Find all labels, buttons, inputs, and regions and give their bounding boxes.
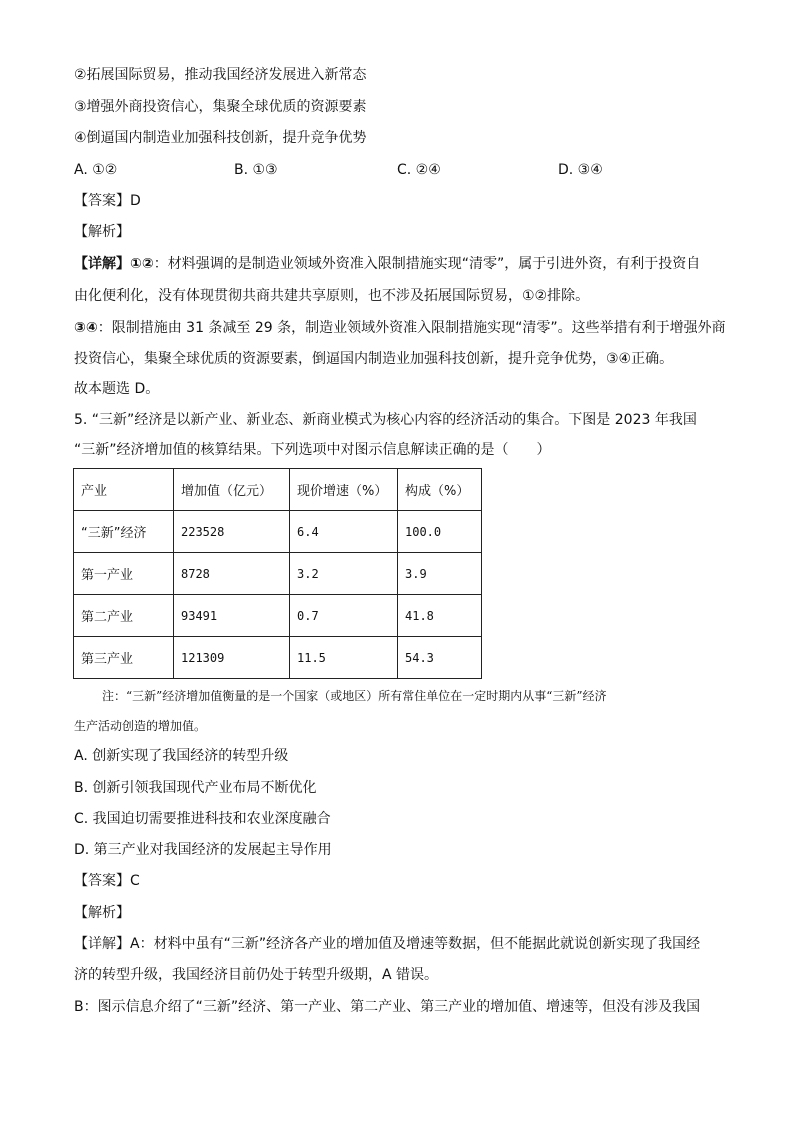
table-cell: 第一产业 bbox=[74, 553, 174, 595]
table-cell: 121309 bbox=[174, 637, 290, 679]
table-cell: 6.4 bbox=[290, 511, 398, 553]
table-header-cell: 构成（%） bbox=[398, 469, 482, 511]
table-cell: 0.7 bbox=[290, 595, 398, 637]
table-row bbox=[74, 595, 482, 637]
prev-detail-head-2: ③④ bbox=[74, 320, 98, 336]
prev-detail-text-2a: ：限制措施由 31 条减至 29 条，制造业领域外资准入限制措施实现“清零”。这些举措有利于增强外商 bbox=[97, 320, 726, 336]
q5-choice-d: D. 第三产业对我国经济的发展起主导作用 bbox=[74, 842, 332, 858]
table-note-line-2: 生产活动创造的增加值。 bbox=[74, 719, 207, 733]
table-row bbox=[74, 553, 482, 595]
q5-stem-line-1: 5. “三新”经济是以新产业、新业态、新商业模式为核心内容的经济活动的集合。下图是 2023 年我国 bbox=[74, 412, 697, 428]
table-cell: 100.0 bbox=[398, 511, 482, 553]
prev-detail-line-4: 投资信心，集聚全球优质的资源要素，倒逼国内制造业加强科技创新，提升竞争优势，③④正确。 bbox=[74, 351, 674, 367]
q5-answer: 【答案】C bbox=[74, 873, 140, 889]
prev-detail-line-3 bbox=[74, 318, 726, 338]
statement-3: ③增强外商投资信心，集聚全球优质的资源要素 bbox=[74, 99, 367, 115]
prev-detail-line-2: 由化便利化，没有体现贯彻共商共建共享原则，也不涉及拓展国际贸易，①②排除。 bbox=[74, 288, 590, 304]
table-row bbox=[74, 637, 482, 679]
statement-4: ④倒逼国内制造业加强科技创新，提升竞争优势 bbox=[74, 130, 367, 146]
q5-detail-line-2: 济的转型升级，我国经济目前仍处于转型升级期，A 错误。 bbox=[74, 967, 439, 983]
table-cell: 223528 bbox=[174, 511, 290, 553]
prev-detail-head: 【详解】①② bbox=[74, 256, 154, 272]
option-a: A. ①② bbox=[74, 162, 118, 178]
prev-options-row bbox=[74, 160, 714, 180]
table-cell: “三新”经济 bbox=[74, 511, 174, 553]
q5-choice-c: C. 我国迫切需要推进科技和农业深度融合 bbox=[74, 811, 331, 827]
table-cell: 3.9 bbox=[398, 553, 482, 595]
table-cell: 11.5 bbox=[290, 637, 398, 679]
table-header-row bbox=[74, 469, 482, 511]
option-d: D. ③④ bbox=[558, 162, 603, 178]
statement-2: ②拓展国际贸易，推动我国经济发展进入新常态 bbox=[74, 67, 367, 83]
q5-detail-line-3: B：图示信息介绍了“三新”经济、第一产业、第二产业、第三产业的增加值、增速等，但没有涉及我国 bbox=[74, 999, 701, 1015]
table-cell: 41.8 bbox=[398, 595, 482, 637]
table-cell: 8728 bbox=[174, 553, 290, 595]
table-cell: 第三产业 bbox=[74, 637, 174, 679]
table-cell: 第二产业 bbox=[74, 595, 174, 637]
q5-choice-a: A. 创新实现了我国经济的转型升级 bbox=[74, 748, 289, 764]
q5-analysis-label: 【解析】 bbox=[74, 905, 130, 921]
q5-detail-line-1: 【详解】A：材料中虽有“三新”经济各产业的增加值及增速等数据，但不能据此就说创新实现了我国经 bbox=[74, 936, 701, 952]
prev-detail-text-1a: ：材料强调的是制造业领域外资准入限制措施实现“清零”，属于引进外资，有利于投资自 bbox=[153, 256, 701, 272]
data-table bbox=[73, 468, 482, 679]
q5-choice-b: B. 创新引领我国现代产业布局不断优化 bbox=[74, 780, 317, 796]
prev-conclusion: 故本题选 D。 bbox=[74, 381, 160, 397]
table-cell: 93491 bbox=[174, 595, 290, 637]
table-cell: 3.2 bbox=[290, 553, 398, 595]
prev-detail-line-1 bbox=[74, 254, 700, 274]
prev-analysis-label: 【解析】 bbox=[74, 224, 130, 240]
table-cell: 54.3 bbox=[398, 637, 482, 679]
table-row bbox=[74, 511, 482, 553]
option-b: B. ①③ bbox=[234, 162, 278, 178]
table-header-cell: 现价增速（%） bbox=[290, 469, 398, 511]
table-note-line-1: 注：“三新”经济增加值衡量的是一个国家（或地区）所有常住单位在一定时期内从事“三新”经济 bbox=[102, 689, 607, 703]
table-header-cell: 产业 bbox=[74, 469, 174, 511]
q5-stem-line-2: “三新”经济增加值的核算结果。下列选项中对图示信息解读正确的是（ ） bbox=[74, 442, 551, 458]
prev-answer: 【答案】D bbox=[74, 193, 141, 209]
option-c: C. ②④ bbox=[397, 162, 441, 178]
table-header-cell: 增加值（亿元） bbox=[174, 469, 290, 511]
